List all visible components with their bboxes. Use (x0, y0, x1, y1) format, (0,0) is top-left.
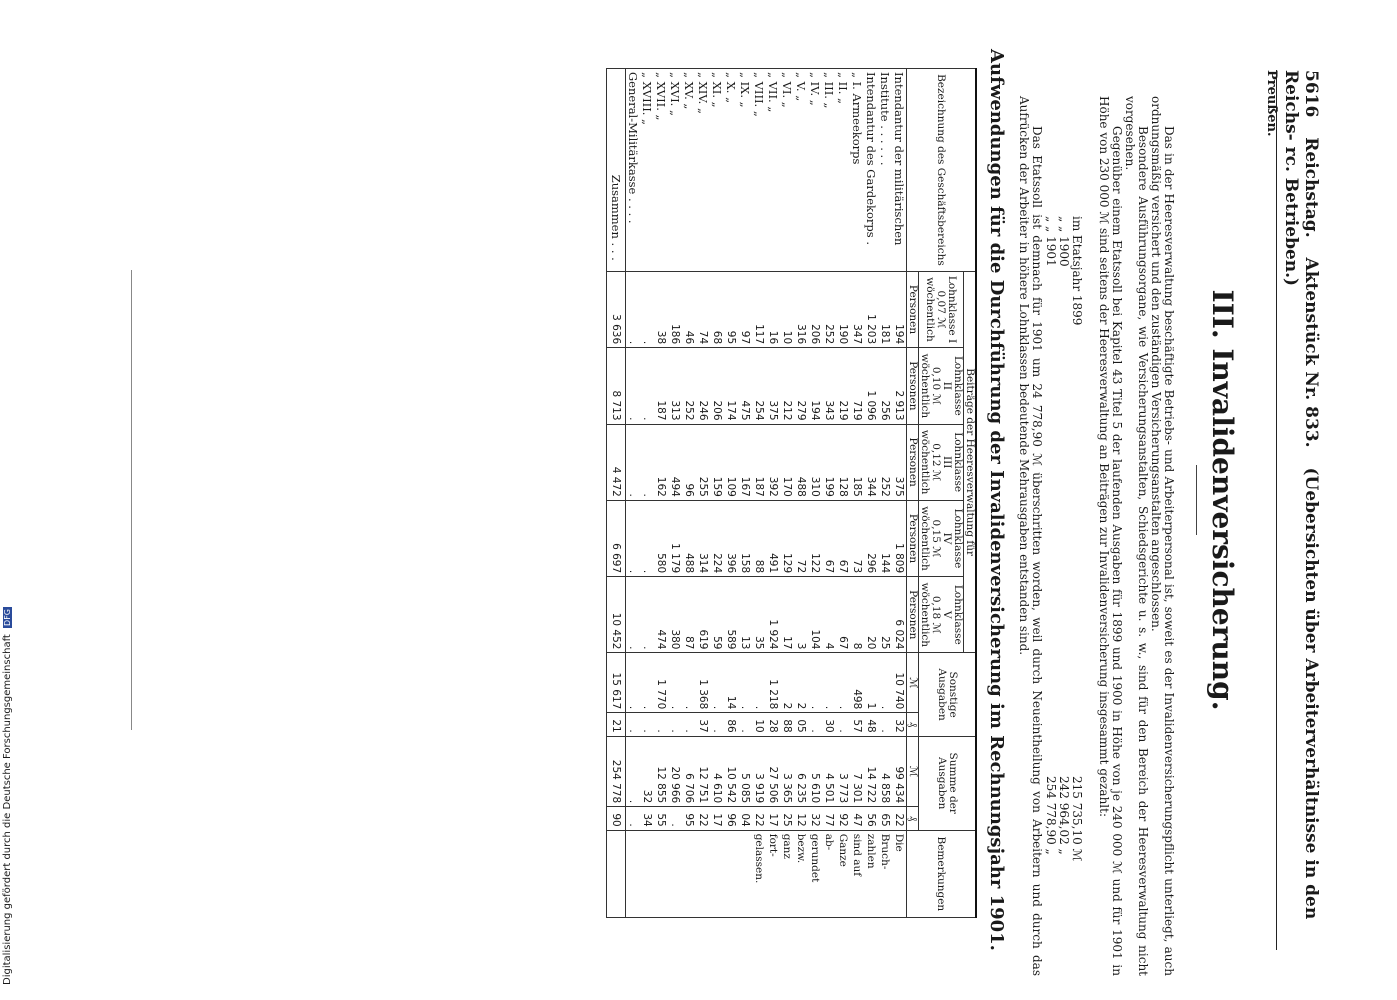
cell-c3: 185 (850, 424, 864, 500)
row-note: zahlen (864, 830, 878, 917)
cell-sp: 92 (836, 807, 850, 830)
row-label: „ XV. „ (682, 69, 696, 272)
cell-sp: 95 (682, 807, 696, 830)
year-amount-1900: 242 964,02 „ (1057, 776, 1071, 855)
row-label: „ VIII. „ (752, 69, 766, 272)
cell-sp: 22 (752, 807, 766, 830)
table-row (654, 69, 668, 918)
cell-c5: 59 (710, 577, 724, 653)
row-label: „ XVIII. „ (640, 69, 654, 272)
row-note (640, 830, 654, 917)
year-list (1044, 96, 1084, 976)
paragraph-2: Besondere Ausführungsorgane, wie Versicherungsanstalten, Schiedsgerichte u. s. w., sind für den Bereich der Heeresverwaltung nicht vorgesehen. (1123, 96, 1150, 976)
cell-sm: 12 751 (696, 736, 710, 806)
footer-text: Digitalisierung gefördert durch die Deutsche Forschungsgemeinschaft (2, 634, 13, 985)
row-label: „ III. „ (822, 69, 836, 272)
expenditure-table (606, 68, 977, 918)
cell-op: 37 (696, 713, 710, 736)
cell-sm: . (626, 736, 641, 806)
cell-c2: . (626, 348, 641, 424)
row-note: ganz (780, 830, 794, 917)
cell-c1: 316 (794, 271, 808, 347)
cell-c4: 491 (766, 500, 780, 576)
cell-c5: 6 024 (892, 577, 907, 653)
header-other-mark: ℳ (907, 653, 919, 713)
cell-c4: 488 (682, 500, 696, 576)
header-sum-mark: ℳ (907, 736, 919, 806)
total-c5: 10 452 (607, 577, 626, 653)
total-c4: 6 697 (607, 500, 626, 576)
row-note (724, 830, 738, 917)
header-sum: Summe der Ausgaben (919, 736, 977, 830)
cell-c5: 1 924 (766, 577, 780, 653)
table-row (682, 69, 696, 918)
bottom-rule (131, 270, 132, 730)
cell-sm: 32 (640, 736, 654, 806)
table-row (752, 69, 766, 918)
row-label: Intendantur der militärischen (892, 69, 907, 272)
row-label: „ X. „ (724, 69, 738, 272)
cell-c1: 16 (766, 271, 780, 347)
cell-om: . (822, 653, 836, 713)
total-c2: 8 713 (607, 348, 626, 424)
cell-om: 1 218 (766, 653, 780, 713)
table-row (640, 69, 654, 918)
row-note: bezw. (794, 830, 808, 917)
cell-c3: 109 (724, 424, 738, 500)
cell-c2: 212 (780, 348, 794, 424)
cell-sp: 96 (724, 807, 738, 830)
table-title: Aufwendungen für die Durchführung der Invalidenversicherung im Rechnungsjahr 1901. (986, 49, 1007, 951)
table-row (794, 69, 808, 918)
cell-sp: 04 (738, 807, 752, 830)
year-amount-1901: 254 778,90 „ (1044, 776, 1058, 855)
cell-sm: 27 506 (766, 736, 780, 806)
cell-c3: 392 (766, 424, 780, 500)
table-row (696, 69, 710, 918)
cell-op: . (710, 713, 724, 736)
header-document: Aktenstück Nr. 833. (1301, 257, 1321, 448)
cell-c3: 344 (864, 424, 878, 500)
header-title: Reichstag. (1301, 137, 1321, 238)
cell-sp: 17 (766, 807, 780, 830)
cell-c2: 194 (808, 348, 822, 424)
cell-c4: 129 (780, 500, 794, 576)
cell-sm: 4 501 (822, 736, 836, 806)
cell-op: . (738, 713, 752, 736)
cell-op: . (682, 713, 696, 736)
closing-paragraph: Das Etatssoll ist demnach für 1901 um 24 778,90 ℳ überschritten worden, weil durch Neueintheilung von Arbeitern und durch das Aufrücken der Arbeiter in höhere Lohnklassen bedeutende Mehrausgaben entstanden sind. (1017, 96, 1044, 976)
cell-sm: 5 085 (738, 736, 752, 806)
header-sum-pf: ₰ (907, 807, 919, 830)
cell-op: 32 (892, 713, 907, 736)
cell-c5: 474 (654, 577, 668, 653)
cell-c5: 25 (878, 577, 892, 653)
cell-c4: 72 (794, 500, 808, 576)
total-note (607, 830, 626, 917)
cell-om: 10 740 (892, 653, 907, 713)
cell-sp: 22 (696, 807, 710, 830)
cell-op: 48 (864, 713, 878, 736)
cell-sm: 4 858 (878, 736, 892, 806)
cell-c3: 375 (892, 424, 907, 500)
cell-c4: 122 (808, 500, 822, 576)
table-row (626, 69, 641, 918)
total-other-mark: 15 617 (607, 653, 626, 713)
section-rule (1196, 465, 1197, 535)
cell-c3: 310 (808, 424, 822, 500)
cell-op: 30 (822, 713, 836, 736)
cell-c4: 144 (878, 500, 892, 576)
year-label-1900: „ „ 1900 (1057, 216, 1071, 267)
cell-sp: 47 (850, 807, 864, 830)
cell-c1: 68 (710, 271, 724, 347)
cell-c1: 46 (682, 271, 696, 347)
cell-om: . (836, 653, 850, 713)
year-amount-1899: 215 735,10 ℳ (1070, 776, 1084, 862)
cell-sp: 34 (640, 807, 654, 830)
table-row (710, 69, 724, 918)
row-note (682, 830, 696, 917)
cell-om: 1 (864, 653, 878, 713)
header-persons-3: Personen (907, 424, 919, 500)
cell-c2: 246 (696, 348, 710, 424)
cell-om: . (752, 653, 766, 713)
cell-c5: . (626, 577, 641, 653)
year-label-1901: „ „ 1901 (1044, 216, 1058, 267)
cell-c4: 224 (710, 500, 724, 576)
cell-c1: 1 203 (864, 271, 878, 347)
header-class-4: Lohnklasse IV 0,15 ℳ wöchentlich (919, 500, 964, 576)
cell-c5: 4 (822, 577, 836, 653)
cell-sm: 20 966 (668, 736, 682, 806)
cell-sp: 32 (808, 807, 822, 830)
header-remarks: Bemerkungen (907, 830, 977, 917)
total-label: Zusammen . . . (607, 69, 626, 272)
cell-om: . (710, 653, 724, 713)
year-label-1899: im Etatsjahr 1899 (1070, 216, 1084, 326)
table-row (864, 69, 878, 918)
cell-sp: 12 (794, 807, 808, 830)
row-label: Intendantur des Gardekorps . (864, 69, 878, 272)
cell-om: 1 368 (696, 653, 710, 713)
cell-c3: . (640, 424, 654, 500)
header-persons-4: Personen (907, 500, 919, 576)
cell-c4: 580 (654, 500, 668, 576)
row-label: „ I. Armeekorps (850, 69, 864, 272)
cell-sm: 4 610 (710, 736, 724, 806)
cell-c2: 219 (836, 348, 850, 424)
row-note (626, 830, 641, 917)
cell-c1: . (640, 271, 654, 347)
cell-c1: 194 (892, 271, 907, 347)
cell-op: . (654, 713, 668, 736)
cell-c2: 343 (822, 348, 836, 424)
header-contributions: Beiträge der Heeresverwaltung für (964, 271, 977, 653)
cell-op: . (640, 713, 654, 736)
header-persons-1: Personen (907, 271, 919, 347)
page-header (1276, 70, 1321, 950)
cell-c3: 494 (668, 424, 682, 500)
cell-op: 88 (780, 713, 794, 736)
cell-c2: 174 (724, 348, 738, 424)
cell-c5: 380 (668, 577, 682, 653)
cell-c3: 255 (696, 424, 710, 500)
cell-c2: 375 (766, 348, 780, 424)
cell-c3: 167 (738, 424, 752, 500)
paragraph-3: Gegenüber einem Etatssoll bei Kapitel 43 Titel 5 der laufenden Ausgaben für 1899 und 1900 in Höhe von je 240 000 ℳ und für 1901 in Höhe von 230 000 ℳ sind seitens der Heeresverwaltung an Beiträgen zur Invalidenversicherung insgesammt gezahlt: (1097, 96, 1124, 976)
cell-sm: 3 773 (836, 736, 850, 806)
row-note (654, 830, 668, 917)
cell-c4: 88 (752, 500, 766, 576)
cell-c2: 1 096 (864, 348, 878, 424)
section-title: III. Invalidenversicherung. (1206, 289, 1239, 711)
header-other: Sonstige Ausgaben (919, 653, 977, 736)
cell-c3: 128 (836, 424, 850, 500)
cell-sm: 10 542 (724, 736, 738, 806)
table-row (780, 69, 794, 918)
cell-om: . (626, 653, 641, 713)
cell-c3: 199 (822, 424, 836, 500)
cell-om: 14 (724, 653, 738, 713)
row-label: „ XIV. „ (696, 69, 710, 272)
cell-c5: 35 (752, 577, 766, 653)
row-note (710, 830, 724, 917)
cell-c1: 95 (724, 271, 738, 347)
table-row (836, 69, 850, 918)
row-note (668, 830, 682, 917)
cell-c4: 296 (864, 500, 878, 576)
row-label: General-Militärkasse . . . . (626, 69, 641, 272)
cell-sp: 25 (780, 807, 794, 830)
cell-op: 57 (850, 713, 864, 736)
cell-sm: 7 301 (850, 736, 864, 806)
cell-c1: 206 (808, 271, 822, 347)
cell-op: . (878, 713, 892, 736)
cell-c1: 117 (752, 271, 766, 347)
cell-c2: . (640, 348, 654, 424)
cell-op: 86 (724, 713, 738, 736)
cell-c4: 396 (724, 500, 738, 576)
cell-c3: 162 (654, 424, 668, 500)
cell-om: 498 (850, 653, 864, 713)
row-label: „ IV. „ (808, 69, 822, 272)
total-sum-pf: 90 (607, 807, 626, 830)
row-note: gerundet (808, 830, 822, 917)
header-subtitle: (Uebersichten über Arbeiterverhältnisse in den Reichs- rc. Betrieben.) (1281, 70, 1321, 920)
cell-om: . (808, 653, 822, 713)
cell-c3: 159 (710, 424, 724, 500)
cell-om: . (682, 653, 696, 713)
header-persons-5: Personen (907, 577, 919, 653)
cell-c5: 20 (864, 577, 878, 653)
cell-c1: 186 (668, 271, 682, 347)
cell-c2: 279 (794, 348, 808, 424)
header-designation: Bezeichnung des Geschäftsbereichs (907, 69, 977, 272)
header-class-3: Lohnklasse III 0,12 ℳ wöchentlich (919, 424, 964, 500)
row-note: Ganze (836, 830, 850, 917)
total-sum-mark: 254 778 (607, 736, 626, 806)
cell-om: . (878, 653, 892, 713)
cell-c1: 97 (738, 271, 752, 347)
header-class-2: Lohnklasse II 0,10 ℳ wöchentlich (919, 348, 964, 424)
cell-sp: 56 (864, 807, 878, 830)
table-body (626, 69, 907, 918)
cell-sm: 6 235 (794, 736, 808, 806)
cell-om: 2 (794, 653, 808, 713)
cell-om: 2 (780, 653, 794, 713)
paragraph-1: Das in der Heeresverwaltung beschäftigte Betriebs- und Arbeiterpersonal ist, soweit es der Invalidenversicherungspflicht unterliegt, auch ordnungsmäßig versichert und den zuständigen Versicherungsanstalten angeschlossen. (1149, 96, 1176, 976)
cell-c5: 17 (780, 577, 794, 653)
cell-c1: 74 (696, 271, 710, 347)
cell-c2: 256 (878, 348, 892, 424)
cell-c2: 252 (682, 348, 696, 424)
dfg-logo: DFG (3, 609, 12, 626)
cell-c2: 475 (738, 348, 752, 424)
row-label: „ XI. „ (710, 69, 724, 272)
cell-op: . (808, 713, 822, 736)
cell-om: . (668, 653, 682, 713)
cell-c5: 619 (696, 577, 710, 653)
table-row (724, 69, 738, 918)
cell-sp: . (668, 807, 682, 830)
cell-c4: 314 (696, 500, 710, 576)
cell-c4: . (626, 500, 641, 576)
total-other-pf: 21 (607, 713, 626, 736)
row-note (696, 830, 710, 917)
cell-sp: 17 (710, 807, 724, 830)
cell-sm: 6 706 (682, 736, 696, 806)
cell-op: . (836, 713, 850, 736)
row-note: sind auf (850, 830, 864, 917)
table-row (892, 69, 907, 918)
cell-c3: 187 (752, 424, 766, 500)
cell-sm: 3 919 (752, 736, 766, 806)
cell-sm: 5 610 (808, 736, 822, 806)
cell-c1: 38 (654, 271, 668, 347)
total-c3: 4 472 (607, 424, 626, 500)
row-label: „ XVI. „ (668, 69, 682, 272)
row-label: „ II. „ (836, 69, 850, 272)
cell-c4: 67 (822, 500, 836, 576)
cell-op: . (626, 713, 641, 736)
row-note: Die (892, 830, 907, 917)
cell-c2: 719 (850, 348, 864, 424)
cell-c2: 206 (710, 348, 724, 424)
cell-c3: 488 (794, 424, 808, 500)
cell-c5: 589 (724, 577, 738, 653)
header-class-1: Lohnklasse I 0,07 ℳ wöchentlich (919, 271, 964, 347)
cell-sp: 77 (822, 807, 836, 830)
row-label: „ VII. „ (766, 69, 780, 272)
row-note: gelassen. (752, 830, 766, 917)
table-row (668, 69, 682, 918)
cell-om: 1 770 (654, 653, 668, 713)
total-row (607, 69, 626, 918)
cell-c2: 254 (752, 348, 766, 424)
table-row (822, 69, 836, 918)
cell-sp: . (626, 807, 641, 830)
cell-c2: 2 913 (892, 348, 907, 424)
cell-c3: 252 (878, 424, 892, 500)
row-label: „ XVII. „ (654, 69, 668, 272)
cell-sm: 12 855 (654, 736, 668, 806)
row-note (738, 830, 752, 917)
cell-c2: 313 (668, 348, 682, 424)
cell-sm: 14 722 (864, 736, 878, 806)
header-other-pf: ₰ (907, 713, 919, 736)
page-number: 5616 (1301, 70, 1321, 118)
cell-c5: 8 (850, 577, 864, 653)
row-note: Bruch- (878, 830, 892, 917)
table-row (738, 69, 752, 918)
cell-c4: 67 (836, 500, 850, 576)
row-note: fort- (766, 830, 780, 917)
header-class-5: Lohnklasse V 0,18 ℳ wöchentlich (919, 577, 964, 653)
cell-c3: . (626, 424, 641, 500)
cell-om: . (640, 653, 654, 713)
cell-c4: 73 (850, 500, 864, 576)
cell-c5: 3 (794, 577, 808, 653)
cell-sm: 3 365 (780, 736, 794, 806)
cell-c4: . (640, 500, 654, 576)
cell-c4: 1 179 (668, 500, 682, 576)
row-label: „ V. „ (794, 69, 808, 272)
cell-c3: 170 (780, 424, 794, 500)
cell-sp: 65 (878, 807, 892, 830)
cell-c4: 158 (738, 500, 752, 576)
total-c1: 3 636 (607, 271, 626, 347)
footer-strip (0, 0, 16, 1000)
cell-op: 05 (794, 713, 808, 736)
row-note: ab- (822, 830, 836, 917)
header-persons-2: Personen (907, 348, 919, 424)
cell-c1: 190 (836, 271, 850, 347)
cell-om: . (738, 653, 752, 713)
table-row (878, 69, 892, 918)
cell-c5: 13 (738, 577, 752, 653)
cell-c1: 10 (780, 271, 794, 347)
cell-c1: 181 (878, 271, 892, 347)
cell-c5: 87 (682, 577, 696, 653)
cell-sm: 99 434 (892, 736, 907, 806)
cell-sp: 22 (892, 807, 907, 830)
cell-op: . (668, 713, 682, 736)
cell-c1: 347 (850, 271, 864, 347)
cell-c5: . (640, 577, 654, 653)
cell-sp: 55 (654, 807, 668, 830)
cell-op: 28 (766, 713, 780, 736)
cell-op: 10 (752, 713, 766, 736)
table-row (766, 69, 780, 918)
table-row (808, 69, 822, 918)
cell-c1: 252 (822, 271, 836, 347)
row-label: „ IX. „ (738, 69, 752, 272)
table-row (850, 69, 864, 918)
margin-label: Preußen. (1264, 70, 1279, 137)
cell-c4: 1 809 (892, 500, 907, 576)
row-label: „ VI. „ (780, 69, 794, 272)
cell-c1: . (626, 271, 641, 347)
cell-c3: 96 (682, 424, 696, 500)
cell-c5: 104 (808, 577, 822, 653)
cell-c5: 67 (836, 577, 850, 653)
row-label: Institute . . . . . . (878, 69, 892, 272)
cell-c2: 187 (654, 348, 668, 424)
